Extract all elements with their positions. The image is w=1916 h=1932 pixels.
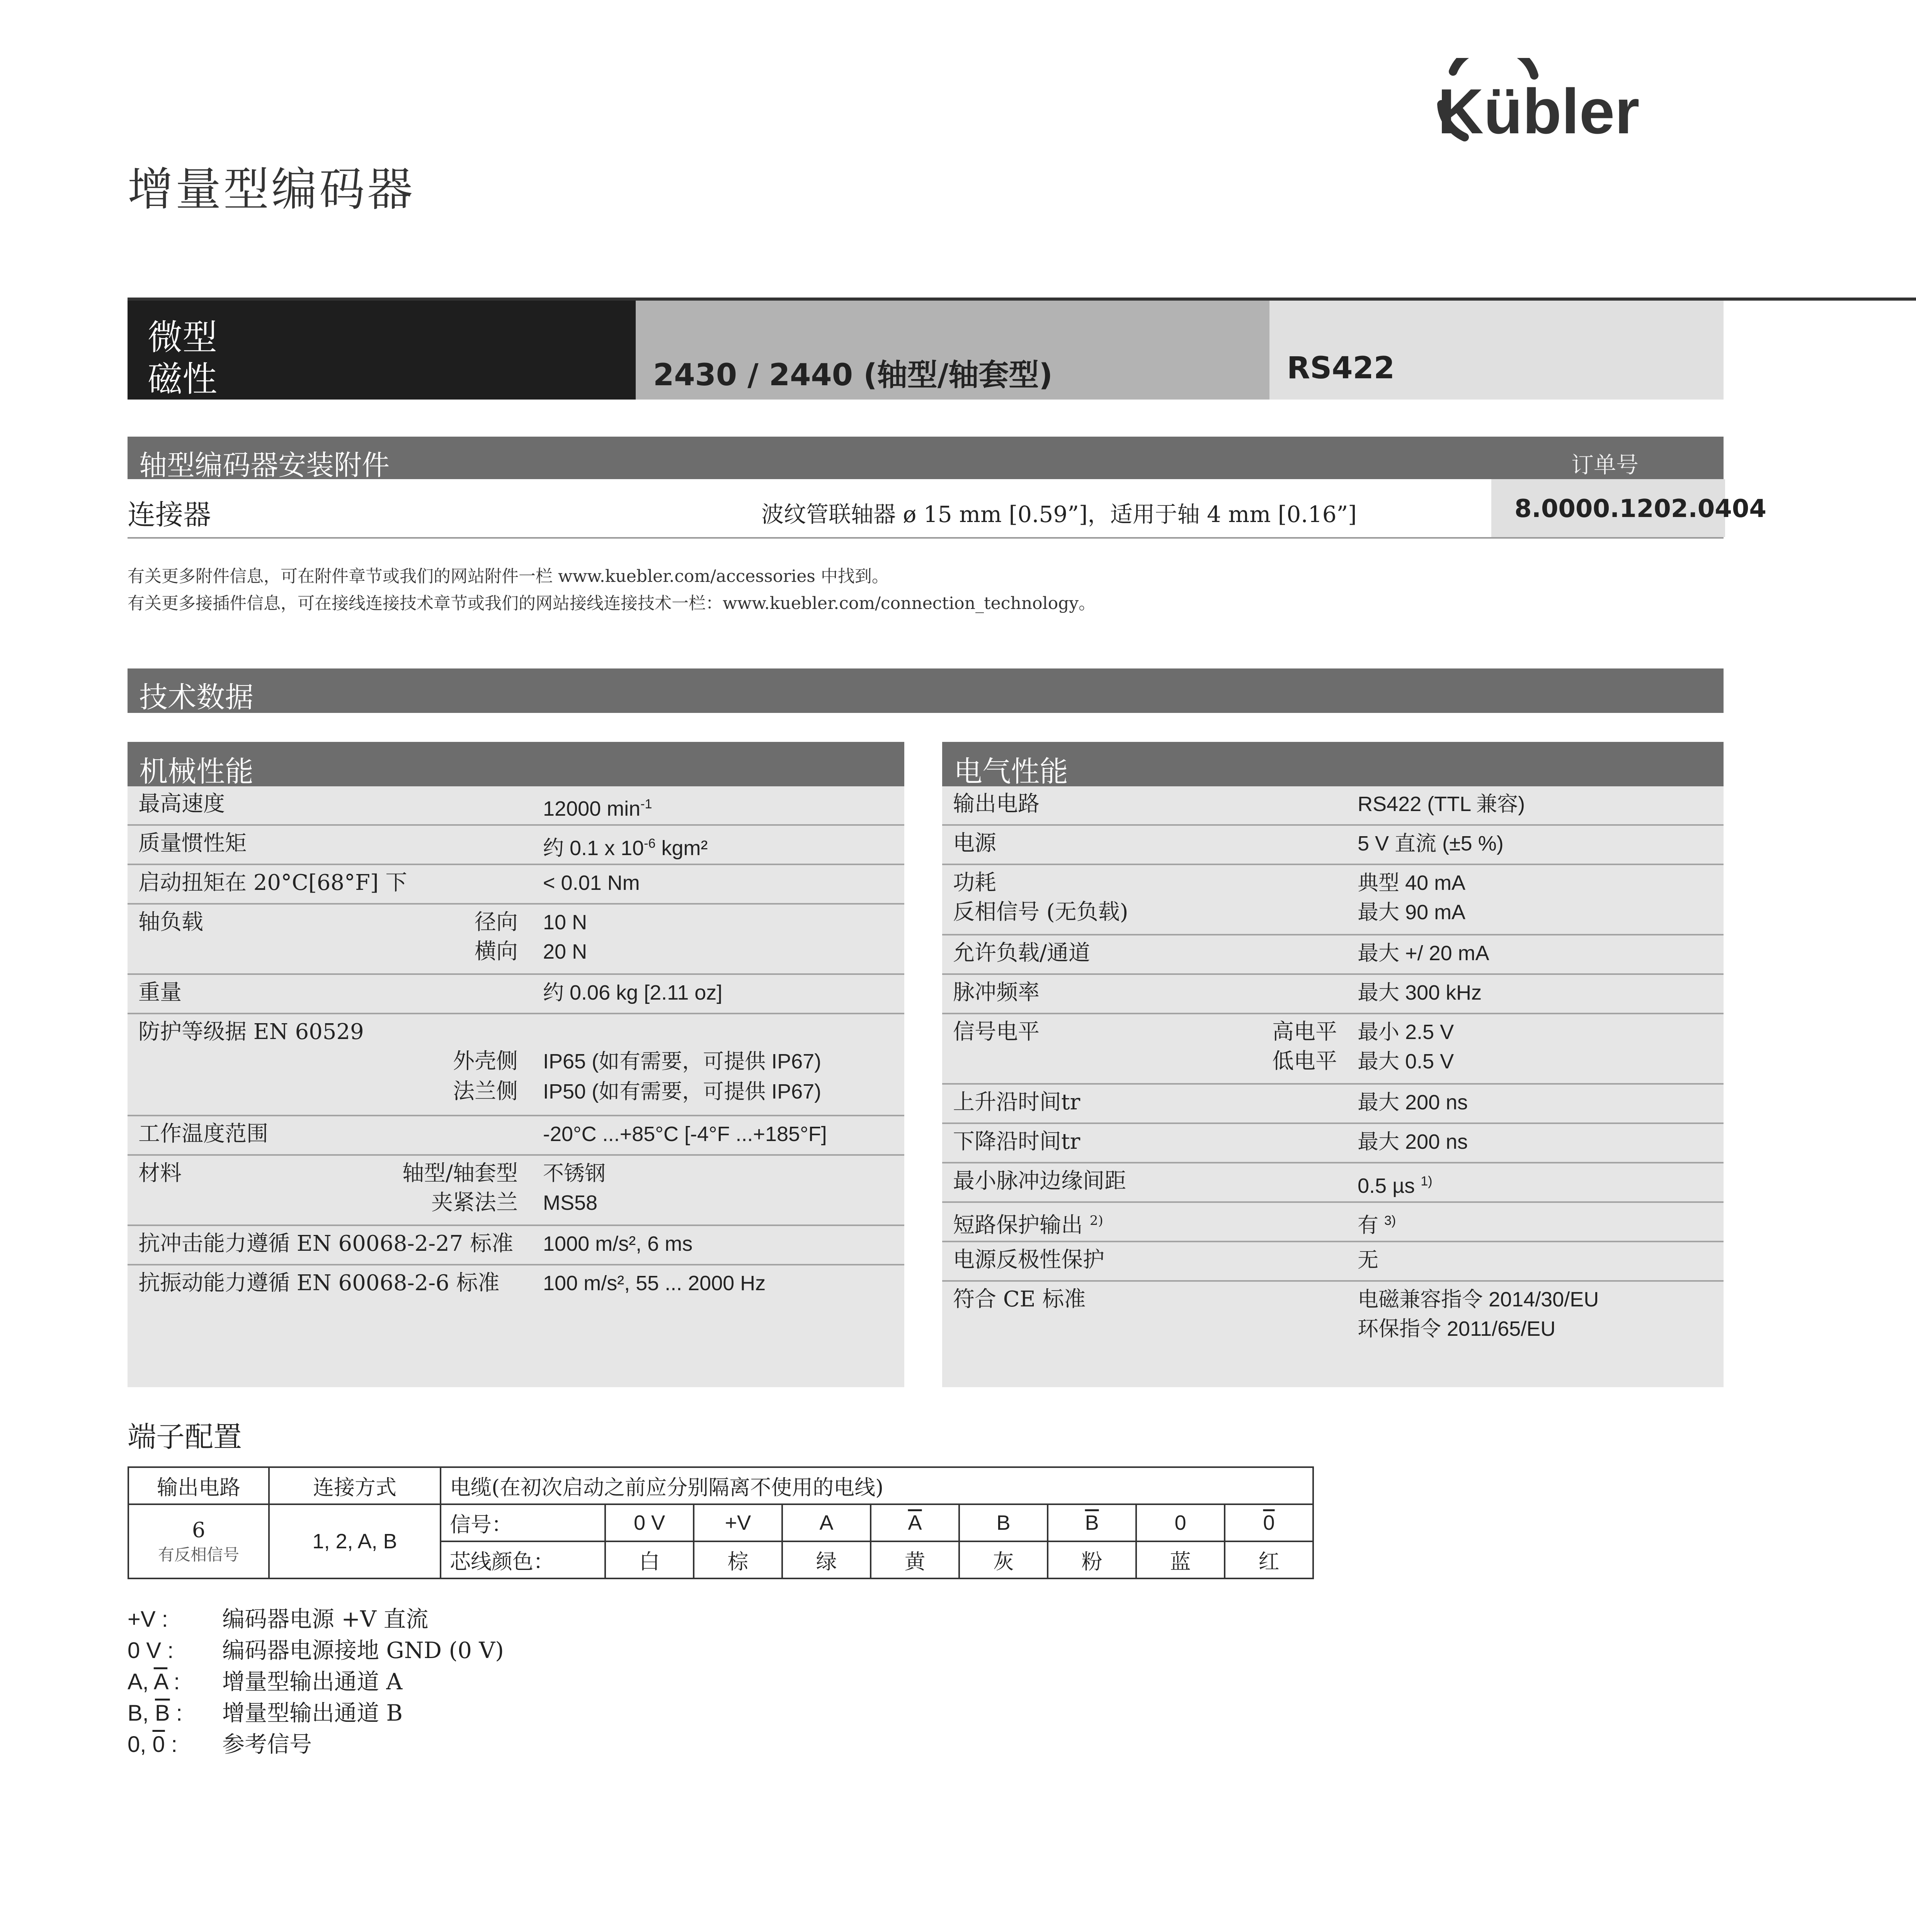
spec-value: 不锈钢 bbox=[543, 1162, 606, 1185]
spec-value: 环保指令 2011/65/EU bbox=[1358, 1317, 1556, 1340]
spec-row bbox=[942, 1085, 1724, 1124]
color-cell: 红 bbox=[1225, 1541, 1313, 1578]
spec-row bbox=[128, 1265, 904, 1303]
spec-label: 启动扭矩在 20°C[68°F] 下 bbox=[138, 870, 407, 895]
spec-row bbox=[128, 1014, 904, 1116]
connection-value: 1, 2, A, B bbox=[269, 1504, 441, 1578]
color-cell: 绿 bbox=[782, 1541, 871, 1578]
spec-label: 下降沿时间tr bbox=[953, 1129, 1081, 1154]
spec-value: 最小 2.5 V bbox=[1358, 1020, 1454, 1044]
category-line-1: 微型 bbox=[148, 317, 217, 358]
signal-cell: $\overline{B}$ bbox=[1048, 1504, 1136, 1541]
spec-value: IP65 (如有需要，可提供 IP67) bbox=[543, 1050, 822, 1073]
signal-cell: $\overline{A}$ bbox=[871, 1504, 959, 1541]
spec-value: < 0.01 Nm bbox=[543, 871, 640, 895]
spec-label: 短路保护输出 $^{2)}$ bbox=[953, 1213, 1103, 1238]
kubler-logo bbox=[1407, 58, 1731, 155]
spec-value: 最大 0.5 V bbox=[1358, 1050, 1454, 1073]
category-line-2: 磁性 bbox=[148, 359, 217, 400]
spec-value: 最大 90 mA bbox=[1358, 901, 1466, 924]
color-cell: 棕 bbox=[694, 1541, 782, 1578]
mechanical-title: 机械性能 bbox=[139, 755, 254, 788]
mechanical-header bbox=[128, 742, 904, 786]
spec-label: 反相信号 (无负载) bbox=[953, 900, 1128, 925]
accessory-order-number: 8.0000.1202.0404 bbox=[1514, 495, 1766, 523]
accessories-header bbox=[128, 437, 1724, 479]
spec-value: 最大 200 ns bbox=[1358, 1130, 1468, 1153]
spec-sublabel: 夹紧法兰 bbox=[431, 1190, 518, 1215]
spec-value: 约 0.1 x $10^{-6}$ kgm² bbox=[543, 836, 708, 860]
spec-label: 功耗 bbox=[953, 870, 996, 895]
spec-value: 最大 300 kHz bbox=[1358, 981, 1482, 1004]
order-number-label: 订单号 bbox=[1571, 452, 1639, 478]
spec-value: 0.5 µs $^{1)}$ bbox=[1358, 1174, 1433, 1197]
electrical-title: 电气性能 bbox=[954, 755, 1068, 788]
spec-label: 材料 bbox=[138, 1161, 182, 1186]
accessory-order-cell bbox=[1490, 479, 1766, 537]
spec-value: 最大 200 ns bbox=[1358, 1091, 1468, 1114]
spec-sublabel: 低电平 bbox=[1272, 1049, 1337, 1074]
spec-label: 最小脉冲边缘间距 bbox=[953, 1168, 1126, 1194]
terminal-table bbox=[128, 1466, 1314, 1579]
spec-label: 轴负载 bbox=[138, 910, 203, 935]
header-connection: 连接方式 bbox=[269, 1467, 441, 1504]
header-cable: 电缆(在初次启动之前应分别隔离不使用的电线) bbox=[441, 1467, 1313, 1504]
spec-label: 抗冲击能力遵循 EN 60068-2-27 标准 bbox=[138, 1231, 514, 1256]
spec-label: 信号电平 bbox=[953, 1019, 1040, 1044]
product-category-block bbox=[128, 301, 636, 400]
tech-data-header bbox=[128, 668, 1724, 713]
spec-label: 工作温度范围 bbox=[138, 1121, 268, 1146]
spec-sublabel: 高电平 bbox=[1272, 1019, 1337, 1044]
spec-sublabel: 轴型/轴套型 bbox=[402, 1161, 518, 1186]
spec-label: 电源反极性保护 bbox=[953, 1247, 1104, 1272]
output-note: 有反相信号 bbox=[158, 1545, 239, 1564]
spec-sublabel: 径向 bbox=[475, 910, 518, 935]
signal-legend bbox=[128, 1604, 504, 1760]
spec-row bbox=[942, 1163, 1724, 1203]
electrical-header bbox=[942, 742, 1724, 786]
terminal-title: 端子配置 bbox=[128, 1420, 242, 1454]
spec-row bbox=[128, 865, 904, 905]
spec-row bbox=[942, 1242, 1724, 1282]
spec-value: 20 N bbox=[543, 940, 587, 963]
product-interface-block bbox=[1269, 301, 1724, 400]
page-title: 增量型编码器 bbox=[128, 163, 415, 216]
spec-value: 10 N bbox=[543, 911, 587, 934]
color-cell: 蓝 bbox=[1136, 1541, 1225, 1578]
output-value: 6 bbox=[192, 1517, 206, 1542]
color-label: 芯线颜色： bbox=[441, 1541, 605, 1578]
signal-cell: A bbox=[782, 1504, 871, 1541]
spec-value: IP50 (如有需要，可提供 IP67) bbox=[543, 1080, 822, 1103]
spec-row bbox=[128, 826, 904, 865]
color-cell: 黄 bbox=[871, 1541, 959, 1578]
accessories-title: 轴型编码器安装附件 bbox=[139, 449, 390, 481]
signal-cell: B bbox=[959, 1504, 1048, 1541]
spec-row bbox=[128, 1116, 904, 1156]
spec-label: 重量 bbox=[138, 980, 182, 1005]
product-model: 2430 / 2440 (轴型/轴套型) bbox=[653, 358, 1053, 393]
signal-cell: 0 V bbox=[605, 1504, 694, 1541]
spec-value: 5 V 直流 (±5 %) bbox=[1358, 832, 1504, 855]
spec-label: 输出电路 bbox=[953, 791, 1040, 816]
spec-value: RS422 (TTL 兼容) bbox=[1358, 793, 1525, 816]
spec-value: 有 $^{3)}$ bbox=[1358, 1213, 1396, 1237]
output-cell bbox=[128, 1504, 269, 1578]
spec-label: 电源 bbox=[953, 831, 996, 856]
legend-item: A, $\overline{A}$ : 增量型输出通道 A bbox=[128, 1668, 403, 1695]
spec-row bbox=[942, 826, 1724, 865]
spec-row bbox=[942, 935, 1724, 975]
color-cell: 白 bbox=[605, 1541, 694, 1578]
spec-row bbox=[942, 786, 1724, 826]
legend-item: 0 V : 编码器电源接地 GND (0 V) bbox=[128, 1637, 504, 1663]
spec-label: 符合 CE 标准 bbox=[953, 1287, 1086, 1312]
spec-value: 约 0.06 kg [2.11 oz] bbox=[543, 981, 723, 1004]
spec-row bbox=[128, 975, 904, 1014]
spec-value: -20°C ...+85°C [-4°F ...+185°F] bbox=[543, 1122, 827, 1146]
spec-value: 1000 m/s², 6 ms bbox=[543, 1232, 693, 1255]
legend-item: +V : 编码器电源 +V 直流 bbox=[128, 1606, 429, 1632]
spec-row bbox=[942, 1124, 1724, 1163]
spec-value: 典型 40 mA bbox=[1358, 871, 1466, 895]
spec-row bbox=[128, 1156, 904, 1226]
mechanical-panel bbox=[128, 742, 904, 1387]
spec-value: 无 bbox=[1358, 1248, 1378, 1272]
accessory-description: 波纹管联轴器 ø 15 mm [0.59”]，适用于轴 4 mm [0.16”] bbox=[761, 501, 1357, 527]
spec-value: 100 m/s², 55 ... 2000 Hz bbox=[543, 1272, 766, 1295]
signal-cell: 0 bbox=[1225, 1504, 1313, 1541]
accessory-name: 连接器 bbox=[128, 498, 211, 531]
spec-label: 防护等级据 EN 60529 bbox=[138, 1019, 364, 1044]
accessories-note: 有关更多附件信息，可在附件章节或我们的网站附件一栏 www.kuebler.com/accessories 中找到。 bbox=[128, 566, 889, 586]
spec-row bbox=[128, 786, 904, 826]
accessory-row bbox=[128, 479, 1766, 539]
spec-row bbox=[942, 865, 1724, 935]
spec-label: 质量惯性矩 bbox=[138, 831, 247, 856]
signal-cell: 0 bbox=[1136, 1504, 1225, 1541]
spec-row bbox=[942, 1014, 1724, 1085]
spec-row bbox=[128, 905, 904, 975]
product-interface: RS422 bbox=[1287, 351, 1395, 386]
spec-value: 12000 $\min^{-1}$ bbox=[543, 797, 652, 820]
signal-label: 信号： bbox=[441, 1504, 605, 1541]
color-cell: 粉 bbox=[1048, 1541, 1136, 1578]
header-output: 输出电路 bbox=[128, 1467, 269, 1504]
spec-row bbox=[128, 1226, 904, 1265]
connection-note: 有关更多接插件信息，可在接线连接技术章节或我们的网站接线连接技术一栏：www.kuebler.com/connection_technology。 bbox=[128, 594, 1096, 613]
spec-label: 脉冲频率 bbox=[953, 980, 1040, 1005]
spec-row bbox=[942, 975, 1724, 1014]
spec-sublabel: 横向 bbox=[475, 939, 518, 964]
color-cell: 灰 bbox=[959, 1541, 1048, 1578]
tech-data-title: 技术数据 bbox=[139, 681, 254, 714]
spec-value: 最大 +/ 20 mA bbox=[1358, 942, 1489, 965]
spec-value: 电磁兼容指令 2014/30/EU bbox=[1358, 1288, 1599, 1311]
logo-text: Kübler bbox=[1438, 76, 1640, 147]
spec-value: MS58 bbox=[543, 1191, 598, 1214]
product-model-block bbox=[636, 301, 1269, 400]
spec-sublabel: 外壳侧 bbox=[453, 1049, 518, 1074]
legend-item: B, $\overline{B}$ : 增量型输出通道 B bbox=[128, 1700, 403, 1726]
spec-row bbox=[942, 1203, 1724, 1242]
top-rule bbox=[128, 298, 1916, 301]
spec-label: 上升沿时间tr bbox=[953, 1090, 1081, 1115]
legend-item: 0, 0 : 参考信号 bbox=[128, 1731, 312, 1757]
electrical-panel bbox=[942, 742, 1724, 1387]
spec-sublabel: 法兰侧 bbox=[453, 1079, 518, 1104]
spec-label: 抗振动能力遵循 EN 60068-2-6 标准 bbox=[138, 1270, 500, 1296]
spec-label: 允许负载/通道 bbox=[953, 940, 1090, 966]
spec-label: 最高速度 bbox=[138, 791, 225, 816]
signal-cell: +V bbox=[694, 1504, 782, 1541]
spec-row bbox=[942, 1282, 1724, 1350]
